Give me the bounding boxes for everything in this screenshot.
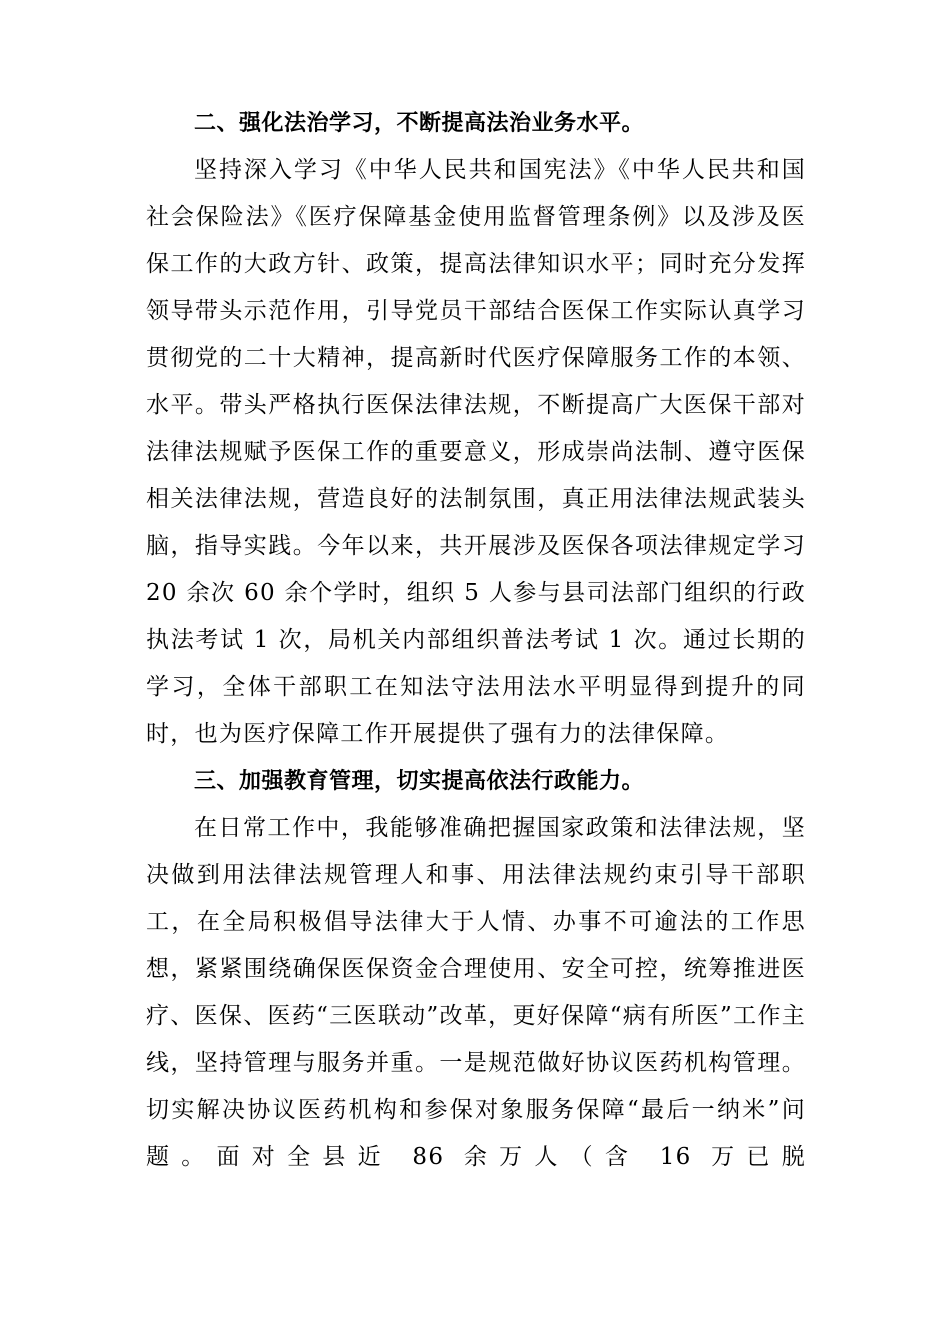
section-paragraph-2: 坚持深入学习《中华人民共和国宪法》《中华人民共和国社会保险法》《医疗保障基金使用监督管理条例》以及涉及医保工作的大政方针、政策，提高法律知识水平；同时充分发挥领导带头示范作用，引导党员干部结合医保工作实际认真学习贯彻党的二十大精神，提高新时代医疗保障服务工作的本领、水平。带头严格执行医保法律法规，不断提高广大医保干部对法律法规赋予医保工作的重要意义，形成崇尚法制、遵守医保相关法律法规，营造良好的法制氛围，真正用法律法规武装头脑，指导实践。今年以来，共开展涉及医保各项法律规定学习 20 余次 60 余个学时，组织 5 人参与县司法部门组织的行政执法考试 1 次，局机关内部组织普法考试 1 次。通过长期的学习，全体干部职工在知法守法用法水平明显得到提升的同时，也为医疗保障工作开展提供了强有力的法律保障。 <box>146 157 806 747</box>
section-heading-3: 三、加强教育管理，切实提高依法行政能力。 <box>194 769 645 794</box>
section-heading-2: 二、强化法治学习，不断提高法治业务水平。 <box>194 111 645 136</box>
section-paragraph-3: 在日常工作中，我能够准确把握国家政策和法律法规，坚决做到用法律法规管理人和事、用法律法规约束引导干部职工，在全局积极倡导法律大于人情、办事不可逾法的工作思想，紧紧围绕确保医保资金合理使用、安全可控，统筹推进医疗、医保、医药“三医联动”改革，更好保障“病有所医”工作主线，坚持管理与服务并重。一是规范做好协议医药机构管理。切实解决协议医药机构和参保对象服务保障“最后一纳米”问题。面对全县近 86 余万人（含 16 万已脱 <box>146 815 806 1170</box>
document-body <box>146 100 806 1181</box>
